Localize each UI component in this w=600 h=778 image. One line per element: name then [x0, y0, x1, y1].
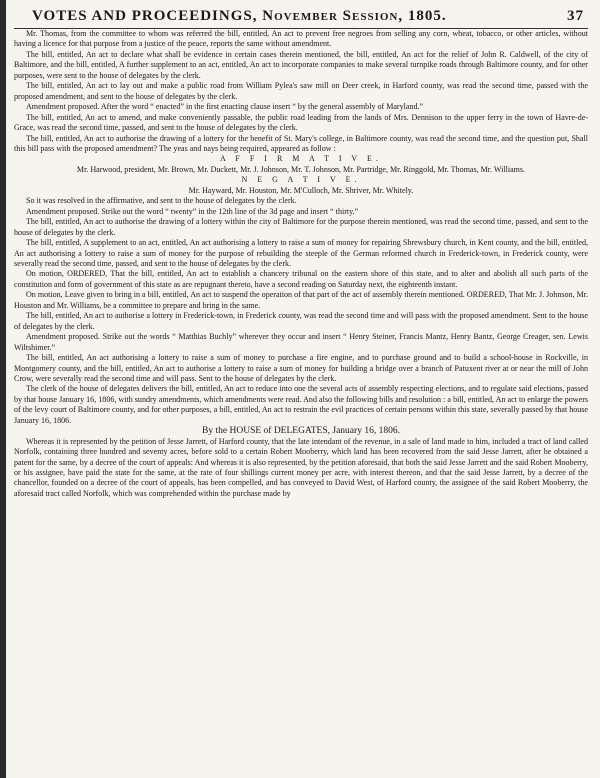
page-header — [14, 6, 588, 29]
paragraph: The bill, entitled, An act to declare what shall be evidence in certain cases therein mentioned, the bill, entitled, An act for the relief of John R. Caldwell, of the city of Baltimore, and the bill, entitled, A further supplement to an act, entitled, An act to incorporate companies to make several turnpike roads through Baltimore county, and for other purposes, were sent to the house of delegates by the clerk. — [14, 49, 588, 80]
paragraph: The bill, entitled, A supplement to an act, entitled, An act authorising a lottery to raise a sum of money for repairing Shrewsbury church, in Kent county, and the bill, entitled, An act authorising a lottery to raise a sum of money for the purpose of rebuilding the steeple of the German reformed church in Frederick-town, in Frederick county, were severally read the second time, passed, and sent to the house of delegates by the clerk. — [14, 238, 588, 268]
paragraph: The bill, entitled, An act to authorise a lottery in Frederick-town, in Frederick county, was read the second time and will pass with the proposed amendment. Sent to the house of delegates by the clerk. — [14, 311, 588, 331]
paragraph: The clerk of the house of delegates delivers the bill, entitled, An act to reduce into one the several acts of assembly respecting elections, and to regulate said elections, passed by that house January 16, 1806, with sundry amendments, which amendments were read. And also the following bills and resolution : a bill, entitled, An act to enlarge the powers of the levy court of Baltimore county, and for other purposes, a bill, entitled, An act to restrain the evil practices of certain persons within this state, severally passed by that house January 16, 1806. — [14, 384, 588, 425]
paragraph: The bill, entitled, An act to lay out and make a public road from William Pylea's saw mill on Deer creek, in Harford county, was read the second time, passed with the proposed amendment, and sent to the house of delegates by the clerk. — [14, 81, 588, 101]
document-body — [14, 29, 588, 499]
paragraph: Whereas it is represented by the petition of Jesse Jarrett, of Harford county, that the late intendant of the revenue, in a sale of land made to him, included a tract of land called Norfolk, containing three hundred and seventy acres, before sold to a certain Robert Mooberry, which land has been recovered from the said Jesse Jarrett, after he obtained a patent for the same, by a decree of the court of appeals: And whereas it is also represented, by the petition aforesaid, that both the said Jesse Jarrett and the said Robert Mooberry, or his assignee, have paid the state for the same, at the rate of four shillings current money per acre, with interest thereon, and that the said Jesse Jarrett, by a decree of the chancellor, founded on a decree of the court of appeals, has been compelled, and has conveyed to David West, of Harford county, the assignee of the said Robert Mooberry, the aforesaid tract called Norfolk, which was comprehended within the purchase made by — [14, 436, 588, 498]
negative-names: Mr. Hayward, Mr. Houston, Mr. M'Culloch, Mr. Shriver, Mr. Whitely. — [188, 185, 414, 195]
affirmative-heading: A F F I R M A T I V E. — [220, 154, 382, 164]
paragraph: Amendment proposed. After the word “ enacted” in the first enacting clause insert “ by the general assembly of Maryland.” — [26, 102, 424, 112]
affirmative-names: Mr. Harwood, president, Mr. Brown, Mr. Duckett, Mr. J. Johnson, Mr. T. Johnson, Mr. Partridge, Mr. Ringgold, Mr. Thomas, Mr. Williams. — [76, 164, 526, 174]
paragraph: Amendment proposed. Strike out the words “ Matthias Buchly” wherever they occur and insert “ Henry Steiner, Francis Mantz, Henry Bantz, George Creager, sen. Lewis Wiltshimer.” — [14, 332, 588, 352]
paragraph: On motion, ORDERED, That the bill, entitled, An act to establish a chancery tribunal on the eastern shore of this state, and to alter and abolish all such parts of the constitution and form of government of this state as are repugnant thereto, have a second reading on Saturday next, the eighteenth instant. — [14, 269, 588, 289]
paragraph: The bill, entitled, An act authorising a lottery to raise a sum of money to purchase a fire engine, and to purchase ground and to build a school-house in Rockville, in Montgomery county, and the bill, entitled, An act to authorise a lottery to raise a sum of money for building a bridge over a branch of Patuxent river at or near the mill of John Crow, were severally read the second time and will pass. Sent to the house of delegates by the clerk. — [14, 353, 588, 383]
paragraph: Amendment proposed. Strike out the word “ twenty” in the 12th line of the 3d page and insert “ thirty.” — [26, 206, 359, 216]
paragraph: Mr. Thomas, from the committee to whom was referred the bill, entitled, An act to prevent free negroes from selling any corn, wheat, tobacco, or other articles, without having a licence for that purpose from a justice of the peace, reports the same without amendment. — [14, 29, 588, 49]
page-number: 37 — [567, 8, 584, 24]
paragraph: The bill, entitled, An act to authorise the drawing of a lottery within the city of Baltimore for the purpose therein mentioned, was read the second time, passed, and sent to the house of delegates by the clerk. — [14, 217, 588, 237]
page-title: VOTES AND PROCEEDINGS, November Session, 1805. — [32, 8, 447, 24]
negative-heading: N E G A T I V E. — [241, 175, 361, 185]
section-heading: By the HOUSE of DELEGATES, January 16, 1806. — [202, 426, 400, 437]
paragraph: So it was resolved in the affirmative, and sent to the house of delegates by the clerk. — [26, 196, 297, 206]
paragraph: The bill, entitled, An act to amend, and make conveniently passable, the public road leading from the lands of Mrs. Dennison to the upper ferry in the town of Havre-de-Grace, was read the second time, passed, and sent to the house of delegates by the clerk. — [14, 112, 588, 133]
paragraph: On motion, Leave given to bring in a bill, entitled, An act to suspend the operation of that part of the act of assembly therein mentioned. ORDERED, That Mr. J. Johnson, Mr. Houston and Mr. Williams, be a committee to prepare and bring in the same. — [14, 290, 588, 310]
paragraph: The bill, entitled, An act to authorise the drawing of a lottery for the benefit of St. Mary's college, in Baltimore county, was read the second time, and the question put, Shall this bill pass with the proposed amendment? The yeas and nays being required, appeared as follow : — [14, 133, 588, 153]
